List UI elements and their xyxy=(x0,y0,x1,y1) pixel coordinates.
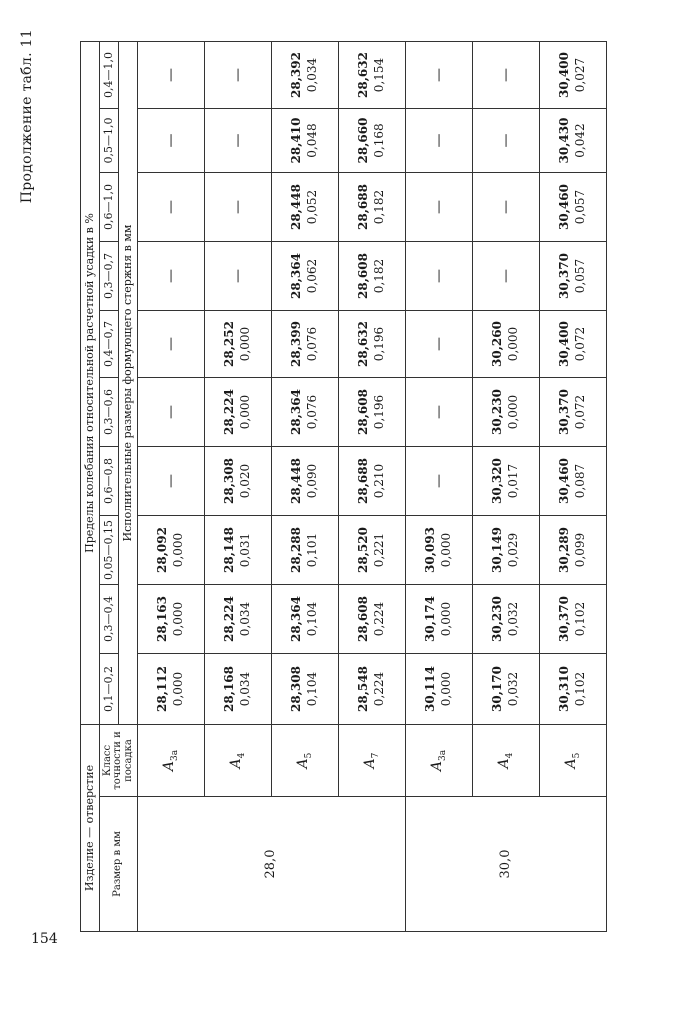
tolerance: 0,000 xyxy=(171,601,185,637)
nominal-size: 30,093 xyxy=(423,527,438,573)
value-cell xyxy=(540,242,607,311)
nominal-size: 30,260 xyxy=(490,321,505,367)
value-cell xyxy=(138,173,205,242)
value-cell xyxy=(406,516,473,585)
dash-mark: — xyxy=(430,68,447,82)
dash-mark: — xyxy=(162,269,179,283)
nominal-size: 30,370 xyxy=(557,596,572,642)
value-cell xyxy=(272,242,339,311)
nominal-size: 28,410 xyxy=(289,117,304,164)
nominal-size: 28,548 xyxy=(356,666,371,712)
nominal-size: 28,364 xyxy=(289,253,304,299)
tolerance: 0,034 xyxy=(238,601,252,637)
size-header: Размер в мм xyxy=(100,797,138,932)
value-cell xyxy=(473,173,540,242)
tolerance: 0,032 xyxy=(506,601,520,637)
tolerance: 0,224 xyxy=(372,601,386,637)
value-cell xyxy=(540,516,607,585)
range-header: 0,05—0,15 xyxy=(100,516,119,585)
class-subscript: 3а xyxy=(438,749,449,761)
class-cell xyxy=(540,725,607,797)
executive-sizes-header: Исполнительные размеры формующего стержня в мм xyxy=(119,42,138,725)
range-header: 0,4—1,0 xyxy=(100,42,119,109)
size-cell: 28,0 xyxy=(138,797,406,932)
tolerance: 0,000 xyxy=(439,532,453,568)
nominal-size: 28,148 xyxy=(222,527,237,573)
nominal-size: 28,448 xyxy=(289,458,304,504)
value-cell xyxy=(540,378,607,447)
tolerance: 0,062 xyxy=(305,258,319,294)
dash-mark: — xyxy=(497,133,514,148)
tolerance: 0,027 xyxy=(573,57,587,93)
range-header: 0,3—0,6 xyxy=(100,378,119,447)
nominal-size: 30,149 xyxy=(490,527,505,573)
tolerance: 0,000 xyxy=(171,532,185,568)
class-cell xyxy=(272,725,339,797)
data-table xyxy=(80,41,607,932)
nominal-size: 28,608 xyxy=(356,596,371,642)
nominal-size: 30,230 xyxy=(490,389,505,435)
class-cell xyxy=(138,725,205,797)
nominal-size: 30,114 xyxy=(423,666,438,712)
dash-mark: — xyxy=(162,337,179,351)
range-header: 0,6—1,0 xyxy=(100,173,119,242)
page-number: 154 xyxy=(31,931,58,947)
tolerance: 0,210 xyxy=(372,463,386,499)
dash-mark: — xyxy=(497,68,514,82)
nominal-size: 28,308 xyxy=(222,458,237,504)
tolerance: 0,000 xyxy=(439,601,453,637)
tolerance: 0,221 xyxy=(372,532,386,568)
range-header: 0,1—0,2 xyxy=(100,654,119,725)
value-cell xyxy=(138,311,205,378)
value-cell xyxy=(406,585,473,654)
table-caption: Продолжение табл. 11 xyxy=(19,29,35,204)
value-cell xyxy=(473,311,540,378)
tolerance: 0,052 xyxy=(305,189,319,225)
nominal-size: 28,288 xyxy=(289,527,304,573)
dash-mark: — xyxy=(162,474,179,488)
tolerance: 0,000 xyxy=(238,326,252,362)
tolerance: 0,101 xyxy=(305,532,319,568)
value-cell xyxy=(272,109,339,173)
value-cell xyxy=(540,585,607,654)
value-cell xyxy=(406,42,473,109)
value-cell xyxy=(205,585,272,654)
value-cell xyxy=(138,42,205,109)
nominal-size: 30,430 xyxy=(557,117,572,164)
tolerance: 0,102 xyxy=(573,671,587,707)
tolerance: 0,057 xyxy=(573,258,587,294)
tolerance: 0,099 xyxy=(573,532,587,568)
value-cell xyxy=(473,378,540,447)
class-subscript: 5 xyxy=(572,752,583,759)
range-header: 0,3—0,7 xyxy=(100,242,119,311)
value-cell xyxy=(272,585,339,654)
value-cell xyxy=(205,173,272,242)
nominal-size: 28,399 xyxy=(289,321,304,367)
nominal-size: 28,632 xyxy=(356,321,371,367)
value-cell xyxy=(138,516,205,585)
value-cell xyxy=(406,242,473,311)
nominal-size: 30,170 xyxy=(490,666,505,712)
nominal-size: 28,168 xyxy=(222,666,237,712)
value-cell xyxy=(205,311,272,378)
value-cell xyxy=(272,516,339,585)
class-subscript: 4 xyxy=(505,752,516,759)
dash-mark: — xyxy=(229,200,246,214)
nominal-size: 28,112 xyxy=(155,666,170,712)
tolerance: 0,090 xyxy=(305,463,319,499)
nominal-size: 30,460 xyxy=(557,458,572,504)
class-subscript: 4 xyxy=(237,752,248,759)
tolerance: 0,020 xyxy=(238,463,252,499)
nominal-size: 28,688 xyxy=(356,184,371,230)
value-cell xyxy=(138,585,205,654)
value-cell xyxy=(540,311,607,378)
value-cell xyxy=(406,378,473,447)
tolerance: 0,087 xyxy=(573,463,587,499)
value-cell xyxy=(205,378,272,447)
dash-mark: — xyxy=(162,405,179,419)
value-cell xyxy=(473,516,540,585)
nominal-size: 30,370 xyxy=(557,253,572,299)
dash-mark: — xyxy=(162,68,179,82)
value-cell xyxy=(406,447,473,516)
table-row xyxy=(406,42,473,932)
tolerance: 0,154 xyxy=(372,57,386,93)
value-cell xyxy=(205,42,272,109)
dash-mark: — xyxy=(229,269,246,283)
class-header: Класс точности и посадка xyxy=(100,725,138,797)
value-cell xyxy=(339,109,406,173)
value-cell xyxy=(205,447,272,516)
value-cell xyxy=(473,447,540,516)
nominal-size: 30,460 xyxy=(557,184,572,230)
class-letter: A xyxy=(429,760,446,772)
value-cell xyxy=(272,378,339,447)
value-cell xyxy=(272,311,339,378)
value-cell xyxy=(339,311,406,378)
value-cell xyxy=(406,311,473,378)
value-cell xyxy=(272,654,339,725)
tolerance: 0,000 xyxy=(171,671,185,707)
value-cell xyxy=(406,173,473,242)
dash-mark: — xyxy=(430,133,447,148)
tolerance: 0,031 xyxy=(238,532,252,568)
shrinkage-header: Пределы колебания относительной расчетной усадки в % xyxy=(81,42,100,725)
value-cell xyxy=(205,654,272,725)
nominal-size: 28,520 xyxy=(356,527,371,573)
value-cell xyxy=(138,242,205,311)
value-cell xyxy=(272,447,339,516)
tolerance: 0,224 xyxy=(372,671,386,707)
tolerance: 0,000 xyxy=(238,394,252,430)
nominal-size: 28,608 xyxy=(356,389,371,435)
class-subscript: 7 xyxy=(371,752,382,759)
nominal-size: 28,632 xyxy=(356,52,371,98)
value-cell xyxy=(138,109,205,173)
value-cell xyxy=(272,173,339,242)
nominal-size: 30,320 xyxy=(490,458,505,504)
value-cell xyxy=(339,42,406,109)
value-cell xyxy=(339,447,406,516)
value-cell xyxy=(339,173,406,242)
class-letter: A xyxy=(496,758,513,769)
tolerance: 0,034 xyxy=(305,57,319,93)
dash-mark: — xyxy=(229,68,246,82)
nominal-size: 30,289 xyxy=(557,527,572,573)
nominal-size: 28,252 xyxy=(222,321,237,367)
nominal-size: 30,400 xyxy=(557,321,572,367)
dash-mark: — xyxy=(430,405,447,419)
nominal-size: 28,163 xyxy=(155,596,170,642)
nominal-size: 28,688 xyxy=(356,458,371,504)
nominal-size: 28,364 xyxy=(289,596,304,642)
tolerance: 0,072 xyxy=(573,326,587,362)
tolerance: 0,017 xyxy=(506,463,520,499)
value-cell xyxy=(339,378,406,447)
nominal-size: 28,308 xyxy=(289,666,304,712)
dash-mark: — xyxy=(497,269,514,283)
value-cell xyxy=(540,109,607,173)
table-row xyxy=(138,42,205,932)
class-subscript: 5 xyxy=(304,752,315,759)
value-cell xyxy=(138,447,205,516)
class-cell xyxy=(205,725,272,797)
dash-mark: — xyxy=(430,200,447,214)
value-cell xyxy=(406,654,473,725)
nominal-size: 28,364 xyxy=(289,389,304,435)
value-cell xyxy=(272,42,339,109)
value-cell xyxy=(339,654,406,725)
tolerance: 0,196 xyxy=(372,326,386,362)
class-cell xyxy=(339,725,406,797)
value-cell xyxy=(540,173,607,242)
tolerance: 0,057 xyxy=(573,189,587,225)
dash-mark: — xyxy=(497,200,514,214)
tolerance: 0,048 xyxy=(305,123,319,158)
tolerance: 0,168 xyxy=(372,123,386,158)
tolerance: 0,182 xyxy=(372,258,386,294)
value-cell xyxy=(205,242,272,311)
value-cell xyxy=(138,654,205,725)
value-cell xyxy=(473,109,540,173)
nominal-size: 28,092 xyxy=(155,527,170,573)
nominal-size: 28,448 xyxy=(289,184,304,230)
value-cell xyxy=(406,109,473,173)
range-header: 0,6—0,8 xyxy=(100,447,119,516)
value-cell xyxy=(473,42,540,109)
value-cell xyxy=(138,378,205,447)
tolerance: 0,076 xyxy=(305,326,319,362)
size-cell: 30,0 xyxy=(406,797,607,932)
nominal-size: 30,230 xyxy=(490,596,505,642)
nominal-size: 30,400 xyxy=(557,52,572,98)
value-cell xyxy=(205,109,272,173)
value-cell xyxy=(540,42,607,109)
value-cell xyxy=(473,585,540,654)
nominal-size: 28,608 xyxy=(356,253,371,299)
value-cell xyxy=(540,447,607,516)
class-letter: A xyxy=(563,758,580,769)
nominal-size: 28,224 xyxy=(222,389,237,435)
dash-mark: — xyxy=(229,133,246,148)
class-letter: A xyxy=(228,758,245,769)
range-header: 0,5—1,0 xyxy=(100,109,119,173)
dash-mark: — xyxy=(430,474,447,488)
tolerance: 0,042 xyxy=(573,123,587,158)
class-letter: A xyxy=(362,758,379,769)
class-letter: A xyxy=(161,760,178,772)
tolerance: 0,000 xyxy=(439,671,453,707)
dash-mark: — xyxy=(430,269,447,283)
nominal-size: 30,310 xyxy=(557,666,572,712)
value-cell xyxy=(540,654,607,725)
tolerance: 0,076 xyxy=(305,394,319,430)
tolerance: 0,102 xyxy=(573,601,587,637)
nominal-size: 28,224 xyxy=(222,596,237,642)
tolerance: 0,104 xyxy=(305,671,319,707)
tolerance: 0,182 xyxy=(372,189,386,225)
dash-mark: — xyxy=(162,133,179,148)
product-header: Изделие — отверстие xyxy=(81,725,100,932)
tolerance: 0,072 xyxy=(573,394,587,430)
tolerance: 0,000 xyxy=(506,326,520,362)
dash-mark: — xyxy=(430,337,447,351)
tolerance: 0,000 xyxy=(506,394,520,430)
range-header: 0,3—0,4 xyxy=(100,585,119,654)
range-header: 0,4—0,7 xyxy=(100,311,119,378)
class-letter: A xyxy=(295,758,312,769)
value-cell xyxy=(339,585,406,654)
class-cell xyxy=(473,725,540,797)
tolerance: 0,032 xyxy=(506,671,520,707)
nominal-size: 30,370 xyxy=(557,389,572,435)
value-cell xyxy=(339,242,406,311)
class-cell xyxy=(406,725,473,797)
class-subscript: 3а xyxy=(170,749,181,761)
tolerance: 0,034 xyxy=(238,671,252,707)
value-cell xyxy=(339,516,406,585)
tolerance: 0,196 xyxy=(372,394,386,430)
nominal-size: 28,392 xyxy=(289,52,304,98)
value-cell xyxy=(205,516,272,585)
tolerance: 0,029 xyxy=(506,532,520,568)
value-cell xyxy=(473,654,540,725)
nominal-size: 30,174 xyxy=(423,596,438,642)
nominal-size: 28,660 xyxy=(356,117,371,164)
tolerance: 0,104 xyxy=(305,601,319,637)
value-cell xyxy=(473,242,540,311)
dash-mark: — xyxy=(162,200,179,214)
